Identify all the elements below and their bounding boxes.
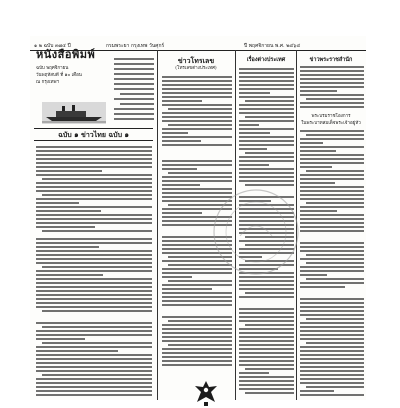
text-line [162,316,232,318]
text-line [162,364,232,366]
text-line [42,310,152,312]
text-line [36,394,152,396]
text-line [239,388,294,390]
text-line [300,338,364,340]
text-line [239,376,294,378]
text-line [239,148,267,150]
text-line [36,290,152,292]
text-line [36,146,152,148]
text-line [162,104,232,106]
text-line [300,390,334,392]
text-line [300,378,364,380]
text-line [42,326,152,328]
column1-text [36,146,152,398]
column2-heading: ข่าวโทรเลข [177,56,215,65]
text-line [162,184,200,186]
library-stamp [210,186,302,278]
text-line [239,76,294,78]
text-line [42,374,152,376]
text-line [36,298,152,300]
text-line [239,96,294,98]
text-line [114,63,154,65]
text-line [239,144,294,146]
text-line [300,230,364,232]
text-line [162,324,232,326]
text-line [36,198,152,200]
text-line [114,73,154,75]
text-line [239,128,294,130]
text-line [239,164,269,166]
column3-heading: เรื่องต่างประเทศ [246,57,286,63]
text-line [36,182,152,184]
text-line [300,182,335,184]
text-line [162,132,188,134]
text-line [300,330,364,332]
text-line [42,266,152,268]
text-line [300,82,364,84]
text-line [239,112,294,114]
text-line [300,214,364,216]
text-line [36,378,152,380]
text-line [300,154,364,156]
text-line [300,222,364,224]
text-line [162,96,232,98]
text-line [162,348,232,350]
text-line [36,222,152,224]
text-line [36,186,152,188]
text-line [168,320,232,322]
text-line [239,92,270,94]
text-line [300,186,364,188]
text-line [245,116,294,118]
text-line [239,360,294,362]
text-line [36,302,152,304]
text-line [300,158,364,160]
text-line [239,372,269,374]
text-line [162,128,232,130]
text-line [162,76,232,78]
text-line [162,212,202,214]
text-line [162,144,232,146]
text-line [36,322,152,324]
text-line [162,292,232,294]
text-line [162,360,232,362]
text-line [239,156,294,158]
text-line [239,140,294,142]
text-line [300,206,364,208]
text-line [300,334,364,336]
column4-heading: ข่าวพระราชสำนัก [309,57,353,63]
text-line [36,270,152,272]
text-line [306,342,364,344]
text-line [300,358,364,360]
text-line [36,218,152,220]
text-line [239,296,294,298]
text-line [239,364,294,366]
text-line [36,214,152,216]
text-line [300,194,364,196]
text-line [36,202,79,204]
text-line [36,258,152,260]
text-line [239,176,294,178]
text-line [300,362,364,364]
text-line [300,394,364,396]
masthead-title: หนังสือพิมพ์ [36,48,96,61]
text-line [162,180,232,182]
text-line [300,246,364,248]
text-line [239,332,294,334]
column4-text [300,66,364,398]
header-left: ๑ ๒ ฉบับ ๓๗๔ ปี [34,43,71,49]
text-line [239,320,294,322]
text-line [36,210,101,212]
text-line [239,280,294,282]
text-line [300,162,364,164]
text-line [162,88,232,90]
text-line [300,258,364,260]
text-line [162,84,232,86]
text-line [300,226,364,228]
text-line [168,280,232,282]
text-line [300,298,364,300]
text-line [162,140,201,142]
text-line [162,100,202,102]
newspaper-page [30,36,366,400]
masthead-line: ณ กรุงเทพฯ [36,80,59,85]
text-line [300,354,364,356]
text-line [245,100,294,102]
column2-subheading: (โทรเลขต่างประเทศ) [175,66,217,71]
text-line [36,330,152,332]
masthead-line: วันพฤหัสบดี ที่ ๑๐ เดือน [36,73,82,78]
text-line [36,278,152,280]
text-line [300,90,337,92]
text-line [300,130,364,132]
text-line [300,94,364,96]
text-line [300,138,364,140]
text-line [168,172,232,174]
text-line [239,72,294,74]
text-line [36,350,118,352]
text-line [300,150,336,152]
text-line [36,274,103,276]
text-line [300,274,327,276]
text-line [114,118,154,120]
text-line [239,352,294,354]
text-line [114,78,154,80]
text-line [300,166,332,168]
text-line [239,180,294,182]
text-line [36,306,152,308]
text-line [36,366,152,368]
text-line [114,108,154,110]
text-line [239,132,270,134]
text-line [36,334,152,336]
text-line [239,160,294,162]
text-line [300,346,364,348]
text-line [300,218,364,220]
column1-heading: ฉบับ ๑ ข่าวไทย ฉบับ ๑ [58,130,129,139]
text-line [36,354,152,356]
text-line [306,98,364,100]
text-line [114,113,154,115]
text-line [300,310,364,312]
text-line [162,136,232,138]
text-line [36,386,152,388]
text-line [36,154,152,156]
text-line [300,70,364,72]
garuda-emblem [191,378,221,408]
text-line [239,172,294,174]
text-line [120,103,154,105]
text-line [36,150,152,152]
text-line [300,326,364,328]
text-line [162,120,232,122]
text-line [36,174,152,176]
text-line [300,106,364,108]
text-line [162,164,232,166]
text-line [300,102,364,104]
text-line [306,318,364,320]
text-line [239,124,259,126]
text-line [239,344,294,346]
text-line [36,358,152,360]
text-line [162,296,232,298]
text-line [306,278,364,280]
text-line [300,86,364,88]
text-line [114,68,154,70]
text-line [36,242,152,244]
text-line [162,80,232,82]
text-line [36,370,152,372]
text-line [300,74,364,76]
text-line [36,206,152,208]
text-line [300,266,364,268]
text-line [114,83,154,85]
text-line [239,284,294,286]
section-rule [34,128,153,129]
text-line [306,386,364,388]
text-line [36,226,95,228]
text-line [300,314,364,316]
text-line [239,384,294,386]
text-line [36,282,152,284]
text-line [36,338,85,340]
text-line [300,174,364,176]
text-line [300,178,364,180]
text-line [36,246,99,248]
text-line [162,92,232,94]
text-line [162,168,197,170]
text-line [245,368,294,370]
text-line [36,238,152,240]
text-line [114,58,154,60]
text-line [306,262,364,264]
text-line [36,162,152,164]
text-line [245,392,294,394]
text-line [300,282,364,284]
text-line [300,374,364,376]
masthead-line: ฉบับ พฤศจิกายน [36,66,69,71]
text-line [162,336,232,338]
text-line [239,316,294,318]
text-line [239,84,294,86]
text-line [300,190,364,192]
text-line [162,160,232,162]
text-line [300,242,364,244]
text-line [42,194,152,196]
text-line [239,104,294,106]
text-line [239,136,294,138]
text-line [36,390,152,392]
text-line [239,336,294,338]
text-line [300,370,364,372]
text-line [120,93,154,95]
text-line [300,78,364,80]
header-right: ปี พฤศจิกายน พ.ศ. ๒๔๖๔ [244,43,301,49]
text-line [300,382,364,384]
text-line [162,116,232,118]
text-line [162,276,192,278]
text-line [162,284,232,286]
text-line [36,158,152,160]
text-line [36,262,152,264]
masthead-side-text [114,58,154,124]
text-line [42,230,152,232]
text-line [239,120,294,122]
text-line [162,332,232,334]
text-line [42,342,152,344]
text-line [36,250,152,252]
text-line [300,350,364,352]
text-line [300,306,364,308]
text-line [162,356,232,358]
text-line [36,190,152,192]
text-line [300,210,337,212]
ship-illustration [42,102,106,124]
text-line [162,352,232,354]
text-line [42,178,152,180]
text-line [306,134,364,136]
text-line [306,254,364,256]
header-middle: กรมพระยา กรุงเทพ วันศุกร์ [106,43,165,49]
text-line [162,112,232,114]
text-line [239,380,294,382]
text-line [300,250,364,252]
text-line [239,68,294,70]
text-line [114,98,154,100]
text-line [168,124,232,126]
text-line [36,166,152,168]
column4-subheading: พระบรมราชโองการ [311,114,351,119]
text-line [162,328,232,330]
text-line [300,142,323,144]
column-divider [157,50,158,400]
text-line [239,308,294,310]
text-line [239,356,294,358]
text-line [306,202,364,204]
text-line [300,146,364,148]
text-line [300,198,364,200]
text-line [239,328,294,330]
text-line [239,80,294,82]
text-line [114,88,154,90]
text-line [239,340,294,342]
text-line [162,304,232,306]
section-rule [34,140,153,141]
text-line [36,362,152,364]
text-line [239,312,294,314]
text-line [162,176,232,178]
text-line [239,168,294,170]
text-line [162,340,232,342]
text-line [168,344,232,346]
text-line [36,254,152,256]
text-line [239,348,294,350]
text-line [162,288,212,290]
text-line [36,170,102,172]
column4-subheading: ในพระบาทสมเด็จพระเจ้าอยู่หัว [301,121,361,126]
text-line [239,108,294,110]
text-line [245,324,294,326]
text-line [300,270,364,272]
text-line [245,292,294,294]
text-line [245,152,294,154]
text-line [300,286,345,288]
text-line [300,366,364,368]
text-line [162,300,232,302]
text-line [300,66,364,68]
text-line [300,322,364,324]
text-line [36,294,152,296]
text-line [239,88,294,90]
text-line [36,382,152,384]
text-line [306,170,364,172]
text-line [300,302,364,304]
text-line [36,286,152,288]
text-line [239,288,294,290]
text-line [168,108,232,110]
text-line [36,346,152,348]
